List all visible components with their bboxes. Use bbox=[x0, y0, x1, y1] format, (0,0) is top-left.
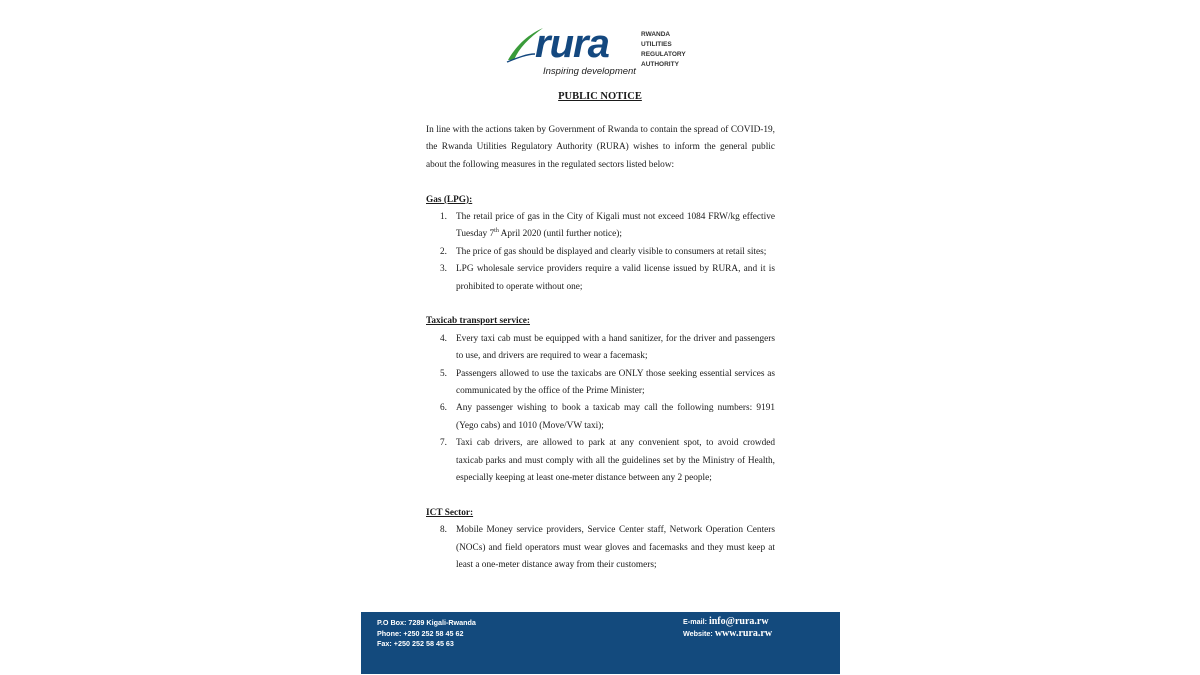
item-number: 4. bbox=[440, 333, 447, 344]
footer-website: Website: www.rura.rw bbox=[683, 628, 773, 639]
logo-tagline: Inspiring development bbox=[543, 66, 636, 77]
item-number: 7. bbox=[440, 438, 447, 449]
item-number: 3. bbox=[440, 264, 447, 275]
footer-fax: Fax: +250 252 58 45 63 bbox=[377, 639, 454, 648]
website-link[interactable]: www.rura.rw bbox=[714, 628, 773, 639]
rura-logo bbox=[505, 24, 685, 80]
item-number: 1. bbox=[440, 212, 447, 223]
section-heading-ict: ICT Sector: bbox=[426, 507, 474, 518]
intro-paragraph: In line with the actions taken by Government of Rwanda to contain the spread of COVID-19, the Rwanda Utilities Regulatory Authority (RURA) wishes to inform the general public about the following measures in the regulated sectors listed below: bbox=[426, 125, 775, 170]
logo-authority-text: RWANDA UTILITIES REGULATORY AUTHORITY bbox=[641, 31, 686, 68]
section-heading-gas: Gas (LPG): bbox=[426, 194, 473, 205]
item-number: 5. bbox=[440, 368, 447, 379]
list-item: 6. Any passenger wishing to book a taxicab may call the following numbers: 9191 (Yego cabs) and 1010 (Move/VW taxi); bbox=[426, 400, 775, 435]
item-number: 6. bbox=[440, 403, 447, 414]
item-number: 8. bbox=[440, 525, 447, 536]
footer-address-block bbox=[377, 618, 476, 650]
list-item: 8. Mobile Money service providers, Service Center staff, Network Operation Centers (NOCs) and field operators must wear gloves and facemasks and they must keep at least a one-meter distance away from their customers; bbox=[426, 522, 775, 574]
notice-body bbox=[426, 122, 775, 575]
section-heading-taxicab: Taxicab transport service: bbox=[426, 316, 530, 327]
list-item: 4. Every taxi cab must be equipped with a hand sanitizer, for the driver and passengers to use, and drivers are required to wear a facemask; bbox=[426, 331, 775, 366]
contact-footer bbox=[361, 612, 840, 674]
list-item: 1. The retail price of gas in the City of Kigali must not exceed 1084 FRW/kg effective Tuesday 7th April 2020 (until further notice); bbox=[426, 209, 775, 244]
footer-pobox: P.O Box: 7289 Kigali-Rwanda bbox=[377, 618, 476, 627]
email-link[interactable]: info@rura.rw bbox=[708, 616, 769, 627]
logo-wordmark: rura bbox=[535, 22, 609, 66]
list-item: 2. The price of gas should be displayed and clearly visible to consumers at retail sites; bbox=[426, 244, 775, 261]
item-number: 2. bbox=[440, 246, 447, 257]
page-title: PUBLIC NOTICE bbox=[558, 91, 642, 102]
footer-email: E-mail: info@rura.rw bbox=[683, 616, 769, 627]
footer-online-block bbox=[683, 616, 772, 640]
list-item: 5. Passengers allowed to use the taxicabs are ONLY those seeking essential services as communicated by the office of the Prime Minister; bbox=[426, 366, 775, 401]
footer-phone: Phone: +250 252 58 45 62 bbox=[377, 628, 464, 638]
list-item: 3. LPG wholesale service providers require a valid license issued by RURA, and it is prohibited to operate without one; bbox=[426, 261, 775, 296]
list-item: 7. Taxi cab drivers, are allowed to park at any convenient spot, to avoid crowded taxicab parks and must comply with all the guidelines set by the Ministry of Health, especially keeping at least one-meter distance between any 2 people; bbox=[426, 435, 775, 487]
